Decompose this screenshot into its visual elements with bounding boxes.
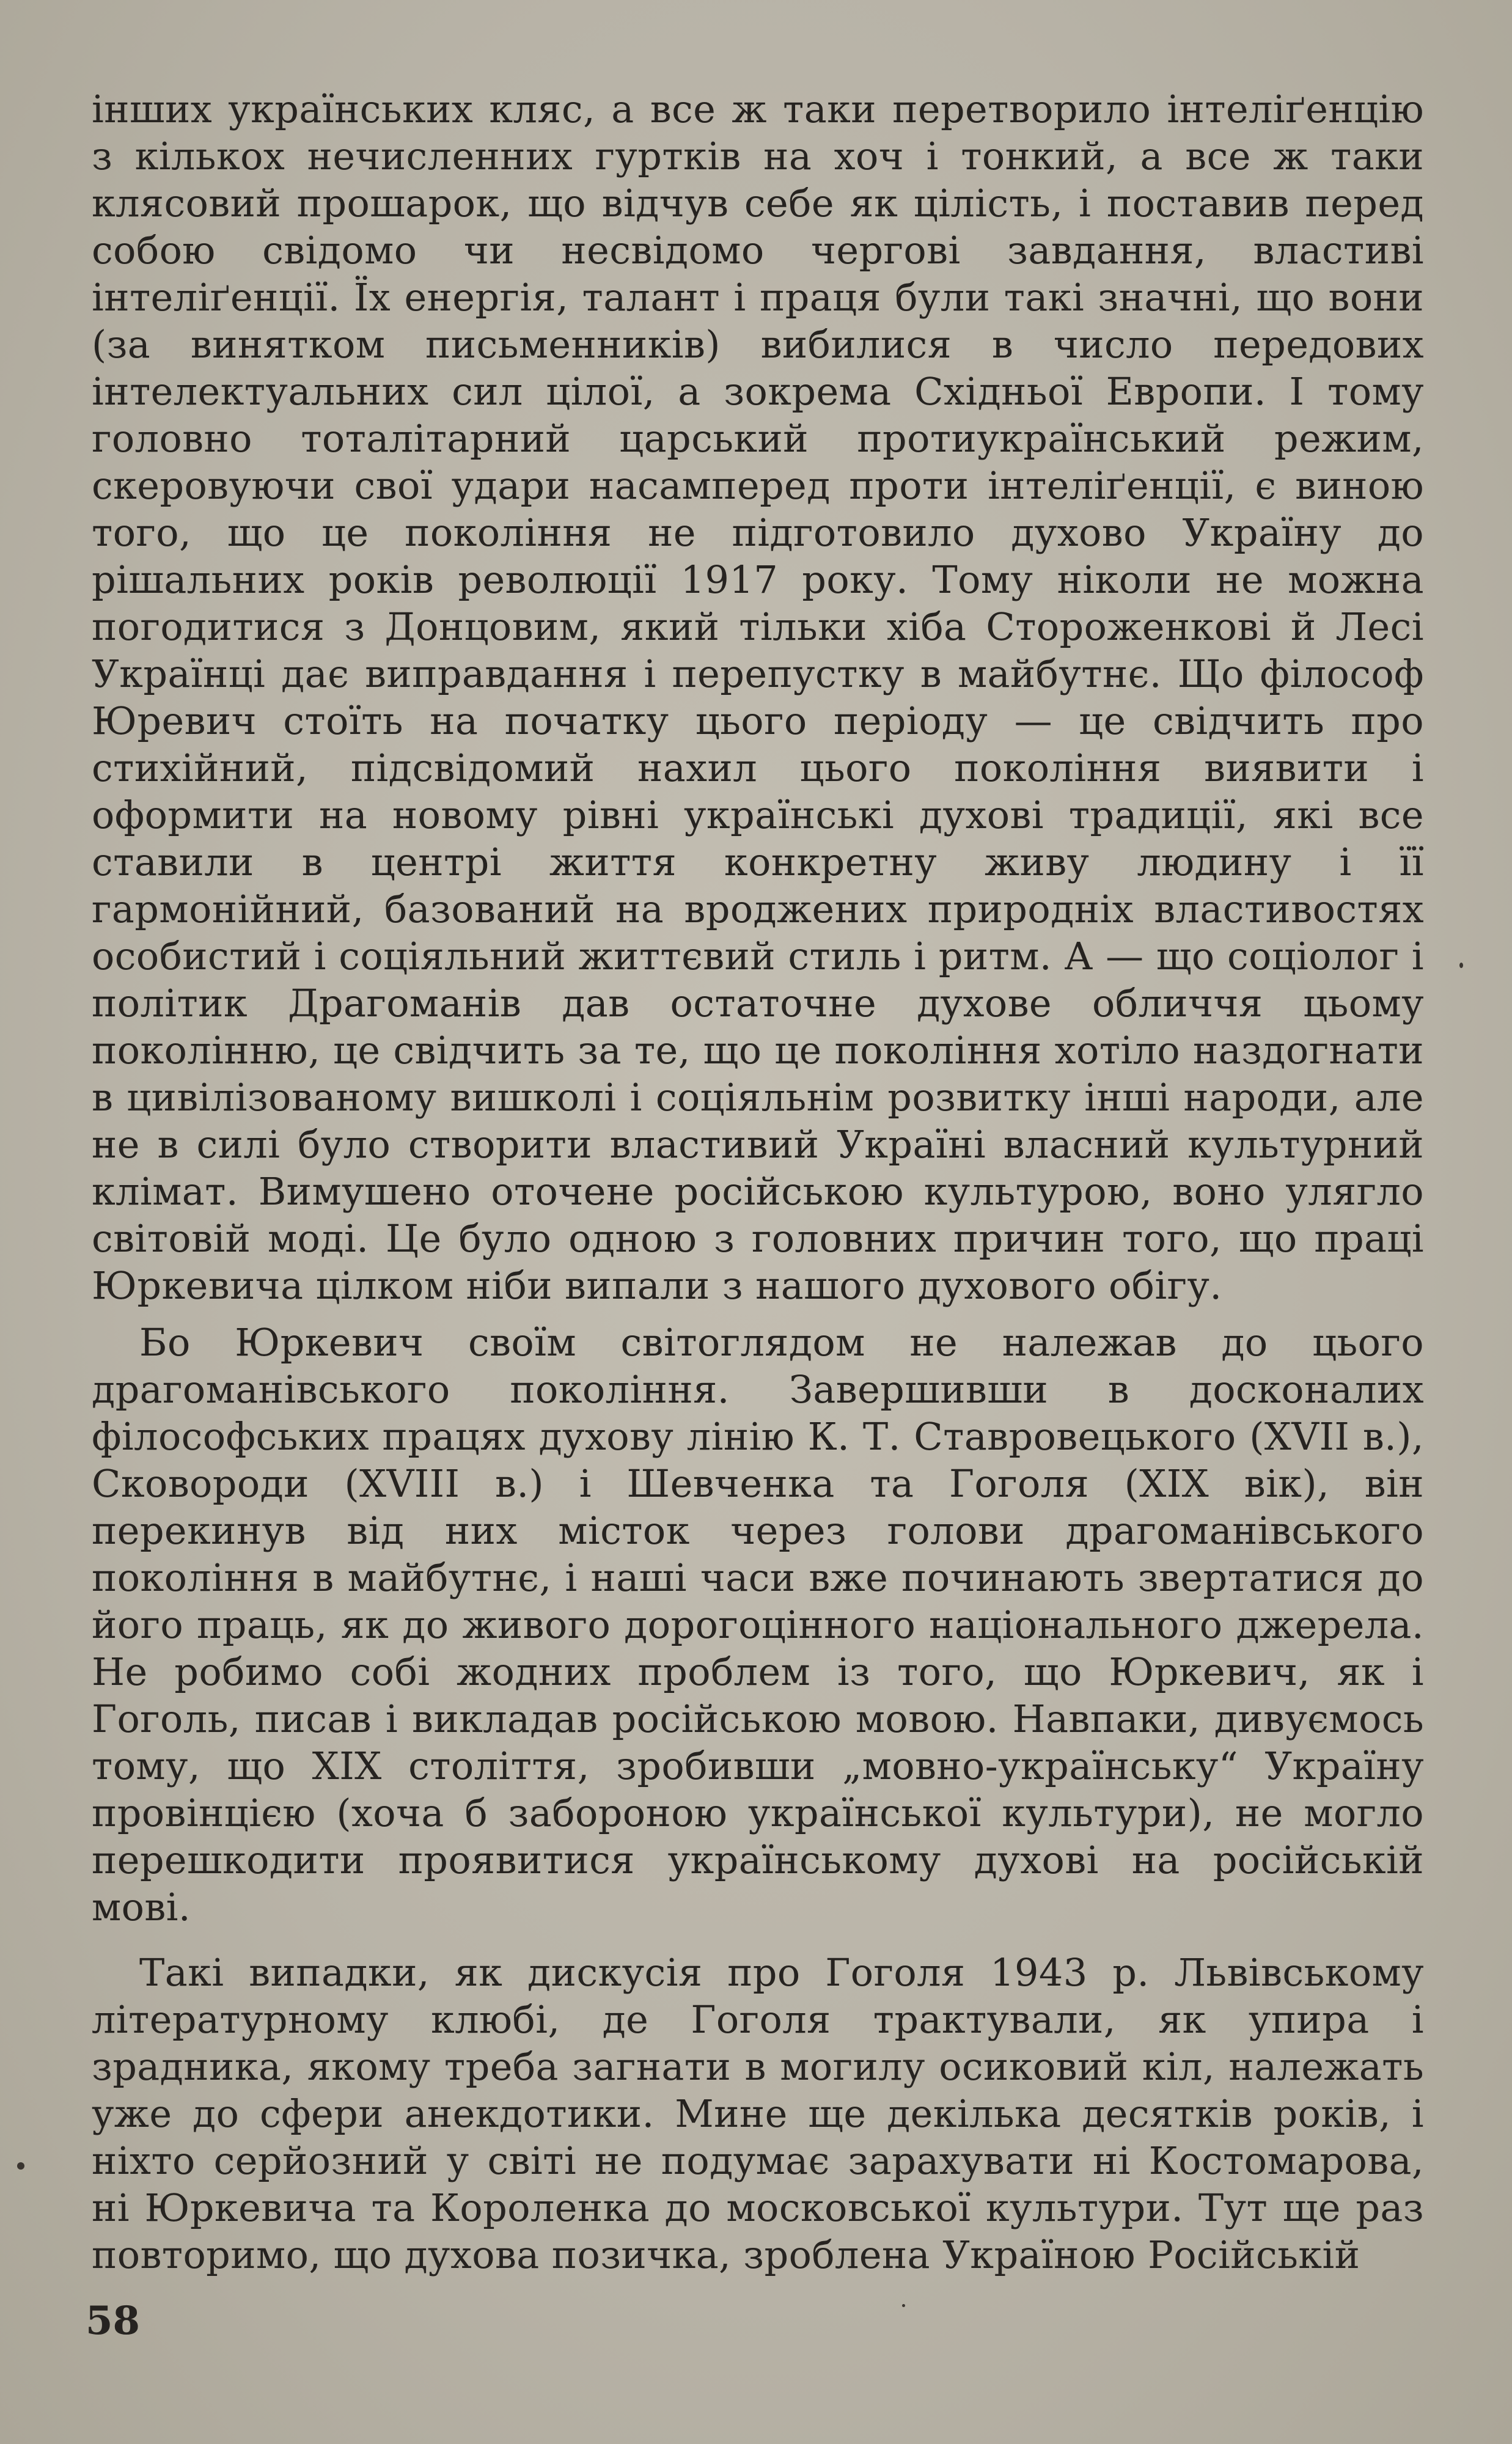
page-number: 58 xyxy=(86,2298,141,2344)
paragraph-3: Такі випадки, як дискусія про Гоголя 1943 р. Львівському літературному клюбі, де Гоголя трактували, як упира і зрадника, якому треба загнати в могилу осиковий кіл, належать уже до сфери анекдотики. Мине ще декілька десятків років, і ніхто серйозний у світі не подумає зарахувати ні Костомарова, ні Юркевича та Короленка до московської культури. Тут ще раз повторимо, що духова позичка, зроблена Україною Російській xyxy=(92,1950,1424,2277)
paper-speck xyxy=(17,2162,24,2170)
paper-speck xyxy=(902,2304,905,2307)
body-text xyxy=(92,86,1424,2278)
paragraph-1: інших українських кляс, а все ж таки перетворило інтеліґенцію з кількох нечисленних гуртків на хоч і тонкий, а все ж таки клясовий прошарок, що відчув себе як цілість, і поставив перед собою свідомо чи несвідомо чергові завдання, властиві інтеліґенції. Їх енергія, талант і праця були такі значні, що вони (за винятком письменників) вибилися в число передових інтелектуальних сил цілої, а зокрема Східньої Европи. І тому головно тоталітарний царський протиукраїнський режим, скеровуючи свої удари насамперед проти інтеліґенції, є виною того, що це покоління не підготовило духово Україну до рішальних років революції 1917 року. Тому нікoли не можна погодитися з Донцовим, який тільки хіба Стороженкові й Лесі Українці дає виправдання і перепустку в майбутнє. Що філософ Юревич стоїть на початку цього періоду — це свідчить про стихійний, підсвідомий нахил цього покоління виявити і оформити на новому рівні українські духові традиції, які все ставили в центрі життя конкретну живу людину і її гармонійний, базований на вроджених природніх властивостях особистий і соціяльний життєвий стиль і ритм. А — що соціолог і політик Драгоманів дав остаточне духове обличчя цьому поколінню, це свідчить за те, що це покоління хотіло наздогнати в цивілізованому вишколі і соціяльнім розвитку інші народи, але не в силі було створити властивий Україні власний культурний клімат. Вимушено оточене російською культурою, воно улягло світовій моді. Це було одною з головних причин того, що праці Юркевича цілком ніби випали з нашого духового обігу. xyxy=(92,87,1424,1308)
paper-speck xyxy=(1459,963,1463,968)
paragraph-2: Бо Юркевич своїм світоглядом не належав до цього драгоманівського покоління. Завершивши в досконалих філософських працях духову лінію К. Т. Ставровецького (XVII в.), Сковороди (XVIII в.) і Шевченка та Гоголя (XIX вік), він перекинув від них місток через голови драгоманівського покоління в майбутнє, і наші часи вже починають звертатися до його праць, як до живого дорогоцінного національного джерела. Не робимо собі жодних проблем із того, що Юркевич, як і Гоголь, писав і викладав російською мовою. Навпаки, дивуємось тому, що XIX століття, зробивши „мовно-українську“ Україну провінцією (хоча б забороною української культури), не могло перешкодити проявитися українському духові на російській мові. xyxy=(92,1320,1424,1929)
